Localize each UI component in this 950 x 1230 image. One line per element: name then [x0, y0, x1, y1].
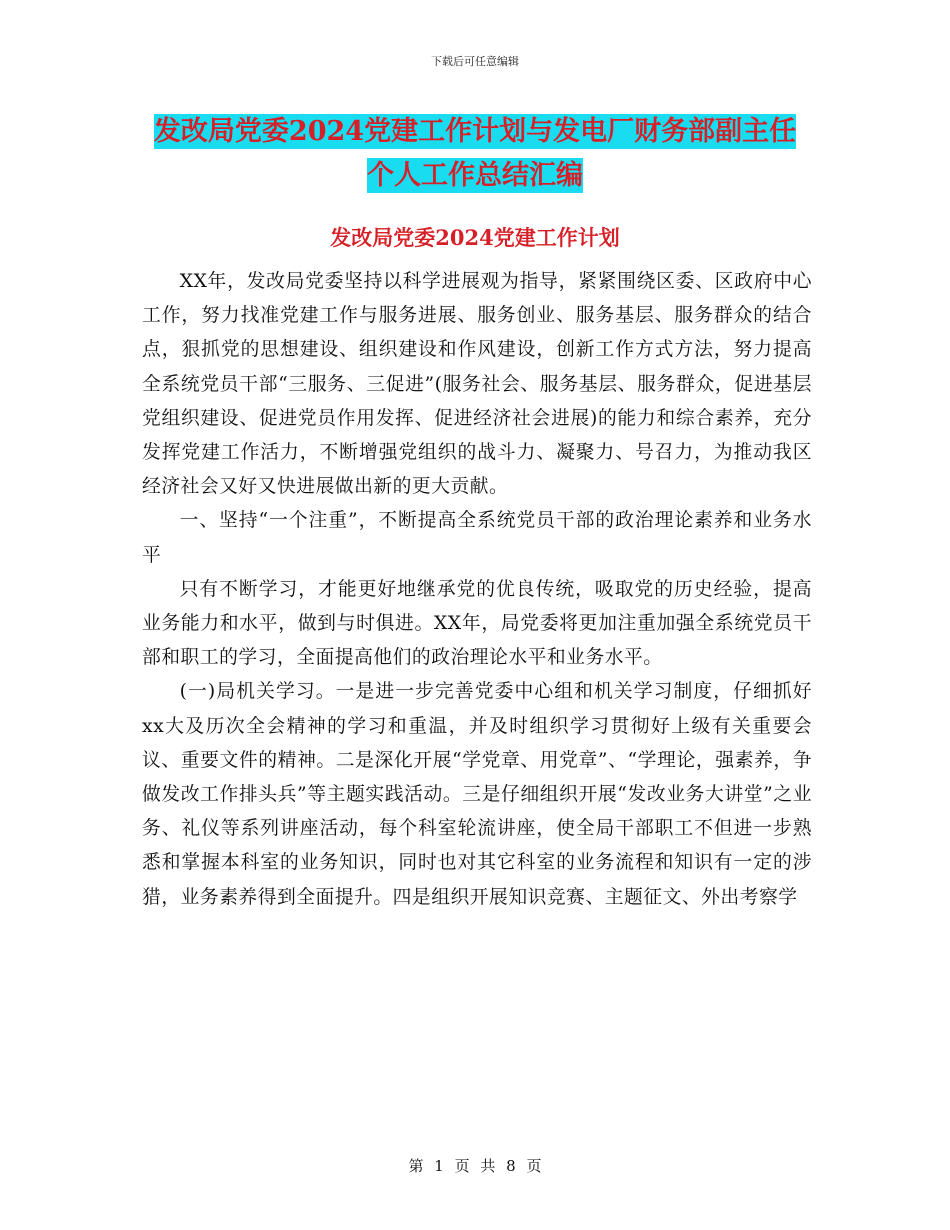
header-note: 下载后可任意编辑 — [431, 55, 519, 68]
body-paragraph: 只有不断学习，才能更好地继承党的优良传统，吸取党的历史经验，提高业务能力和水平，做到与时俱进。XX年，局党委将更加注重加强全系统党员干部和职工的学习，全面提高他们的政治理论水平和业务水平。 — [142, 578, 812, 669]
document-title-line1: 发改局党委2024党建工作计划与发电厂财务部副主任 — [153, 116, 797, 147]
body-paragraph: 一、坚持“一个注重”，不断提高全系统党员干部的政治理论素养和业务水平 — [142, 510, 812, 566]
body-paragraph: (一)局机关学习。一是进一步完善党委中心组和机关学习制度，仔细抓好xx大及历次全会精神的学习和重温，并及时组织学习贯彻好上级有关重要会议、重要文件的精神。二是深化开展“学党章、用党章”、“学理论，强素养，争做发改工作排头兵”等主题实践活动。三是仔细组织开展“发改业务大讲堂”之业务、礼仪等系列讲座活动，每个科室轮流讲座，使全局干部职工不但进一步熟悉和掌握本科室的业务知识，同时也对其它科室的业务流程和知识有一定的涉猎，业务素养得到全面提升。四是组织开展知识竞赛、主题征文、外出考察学 — [142, 681, 812, 908]
document-title — [140, 110, 810, 198]
document-title-line2: 个人工作总结汇编 — [367, 160, 583, 191]
page-footer: 第 1 页 共 8 页 — [408, 1157, 542, 1175]
section-title: 发改局党委2024党建工作计划 — [330, 225, 620, 250]
body-paragraph: XX年，发改局党委坚持以科学进展观为指导，紧紧围绕区委、区政府中心工作，努力找准党建工作与服务进展、服务创业、服务基层、服务群众的结合点，狠抓党的思想建设、组织建设和作风建设，创新工作方式方法，努力提高全系统党员干部“三服务、三促进”(服务社会、服务基层、服务群众，促进基层党组织建设、促进党员作用发挥、促进经济社会进展)的能力和综合素养，充分发挥党建工作活力，不断增强党组织的战斗力、凝聚力、号召力，为推动我区经济社会又好又快进展做出新的更大贡献。 — [142, 271, 812, 498]
document-body — [142, 265, 812, 915]
